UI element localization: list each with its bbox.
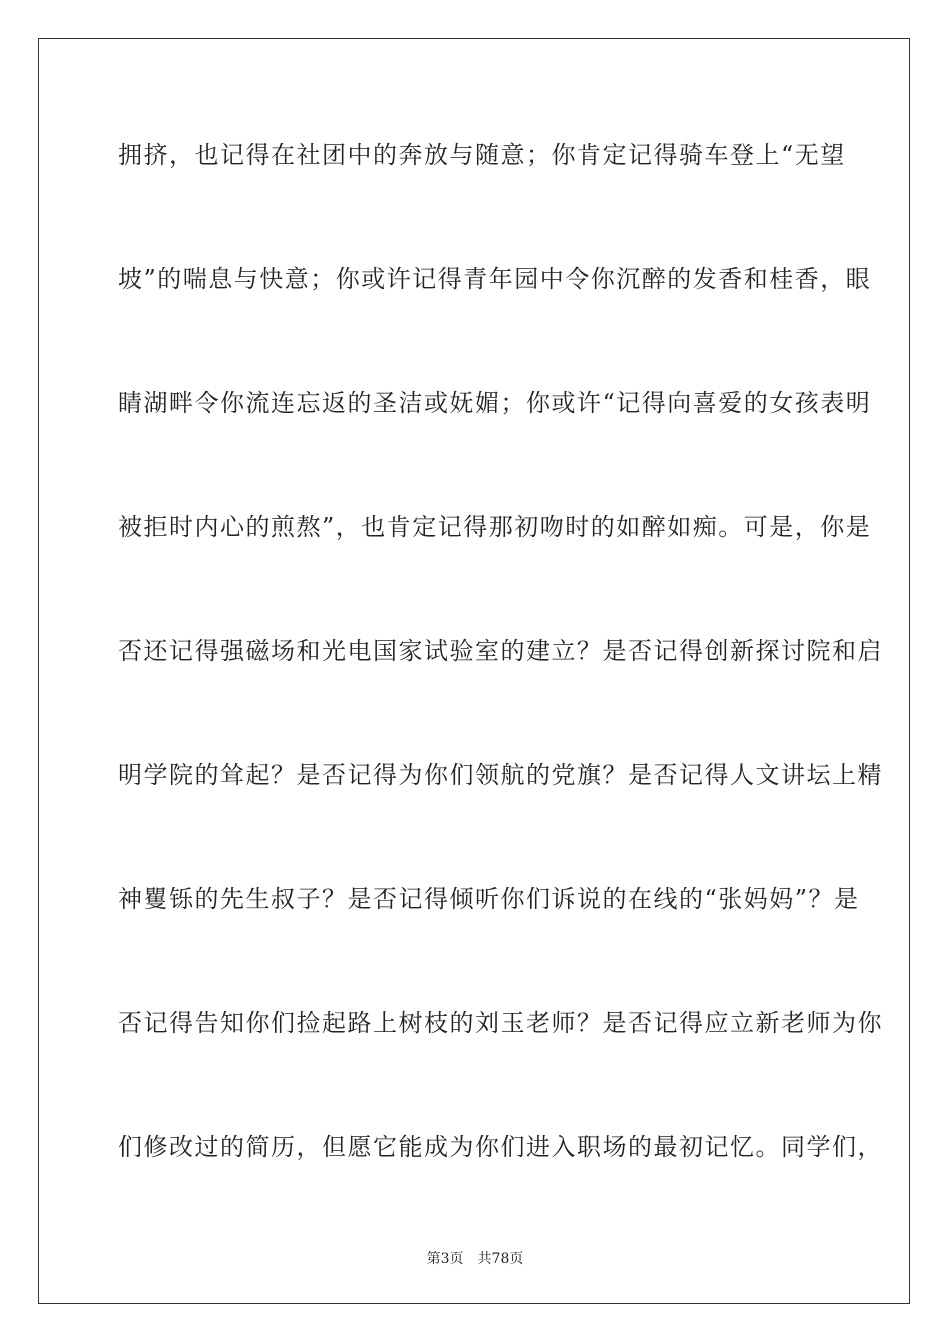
page-footer (0, 1248, 950, 1268)
text-line: 们修改过的简历，但愿它能成为你们进入职场的最初记忆。同学们， (118, 1133, 883, 1161)
text-line: 否还记得强磁场和光电国家试验室的建立？是否记得创新探讨院和启 (118, 637, 883, 665)
page-number: 第3页 (426, 1251, 464, 1267)
text-line: 明学院的耸起？是否记得为你们领航的党旗？是否记得人文讲坛上精 (118, 761, 883, 789)
text-line: 被拒时内心的煎熬”，也肯定记得那初吻时的如醉如痴。可是，你是 (118, 513, 872, 541)
page-total: 共78页 (477, 1251, 524, 1267)
text-line: 神矍铄的先生叔子？是否记得倾听你们诉说的在线的“张妈妈”？是 (118, 885, 860, 913)
text-line: 坡”的喘息与快意；你或许记得青年园中令你沉醉的发香和桂香，眼 (118, 265, 872, 293)
text-line: 否记得告知你们捡起路上树枝的刘玉老师？是否记得应立新老师为你 (118, 1009, 883, 1037)
text-line: 睛湖畔令你流连忘返的圣洁或妩媚；你或许“记得向喜爱的女孩表明 (118, 389, 872, 417)
document-body (118, 127, 883, 1243)
text-line: 拥挤，也记得在社团中的奔放与随意；你肯定记得骑车登上“无望 (118, 141, 846, 169)
